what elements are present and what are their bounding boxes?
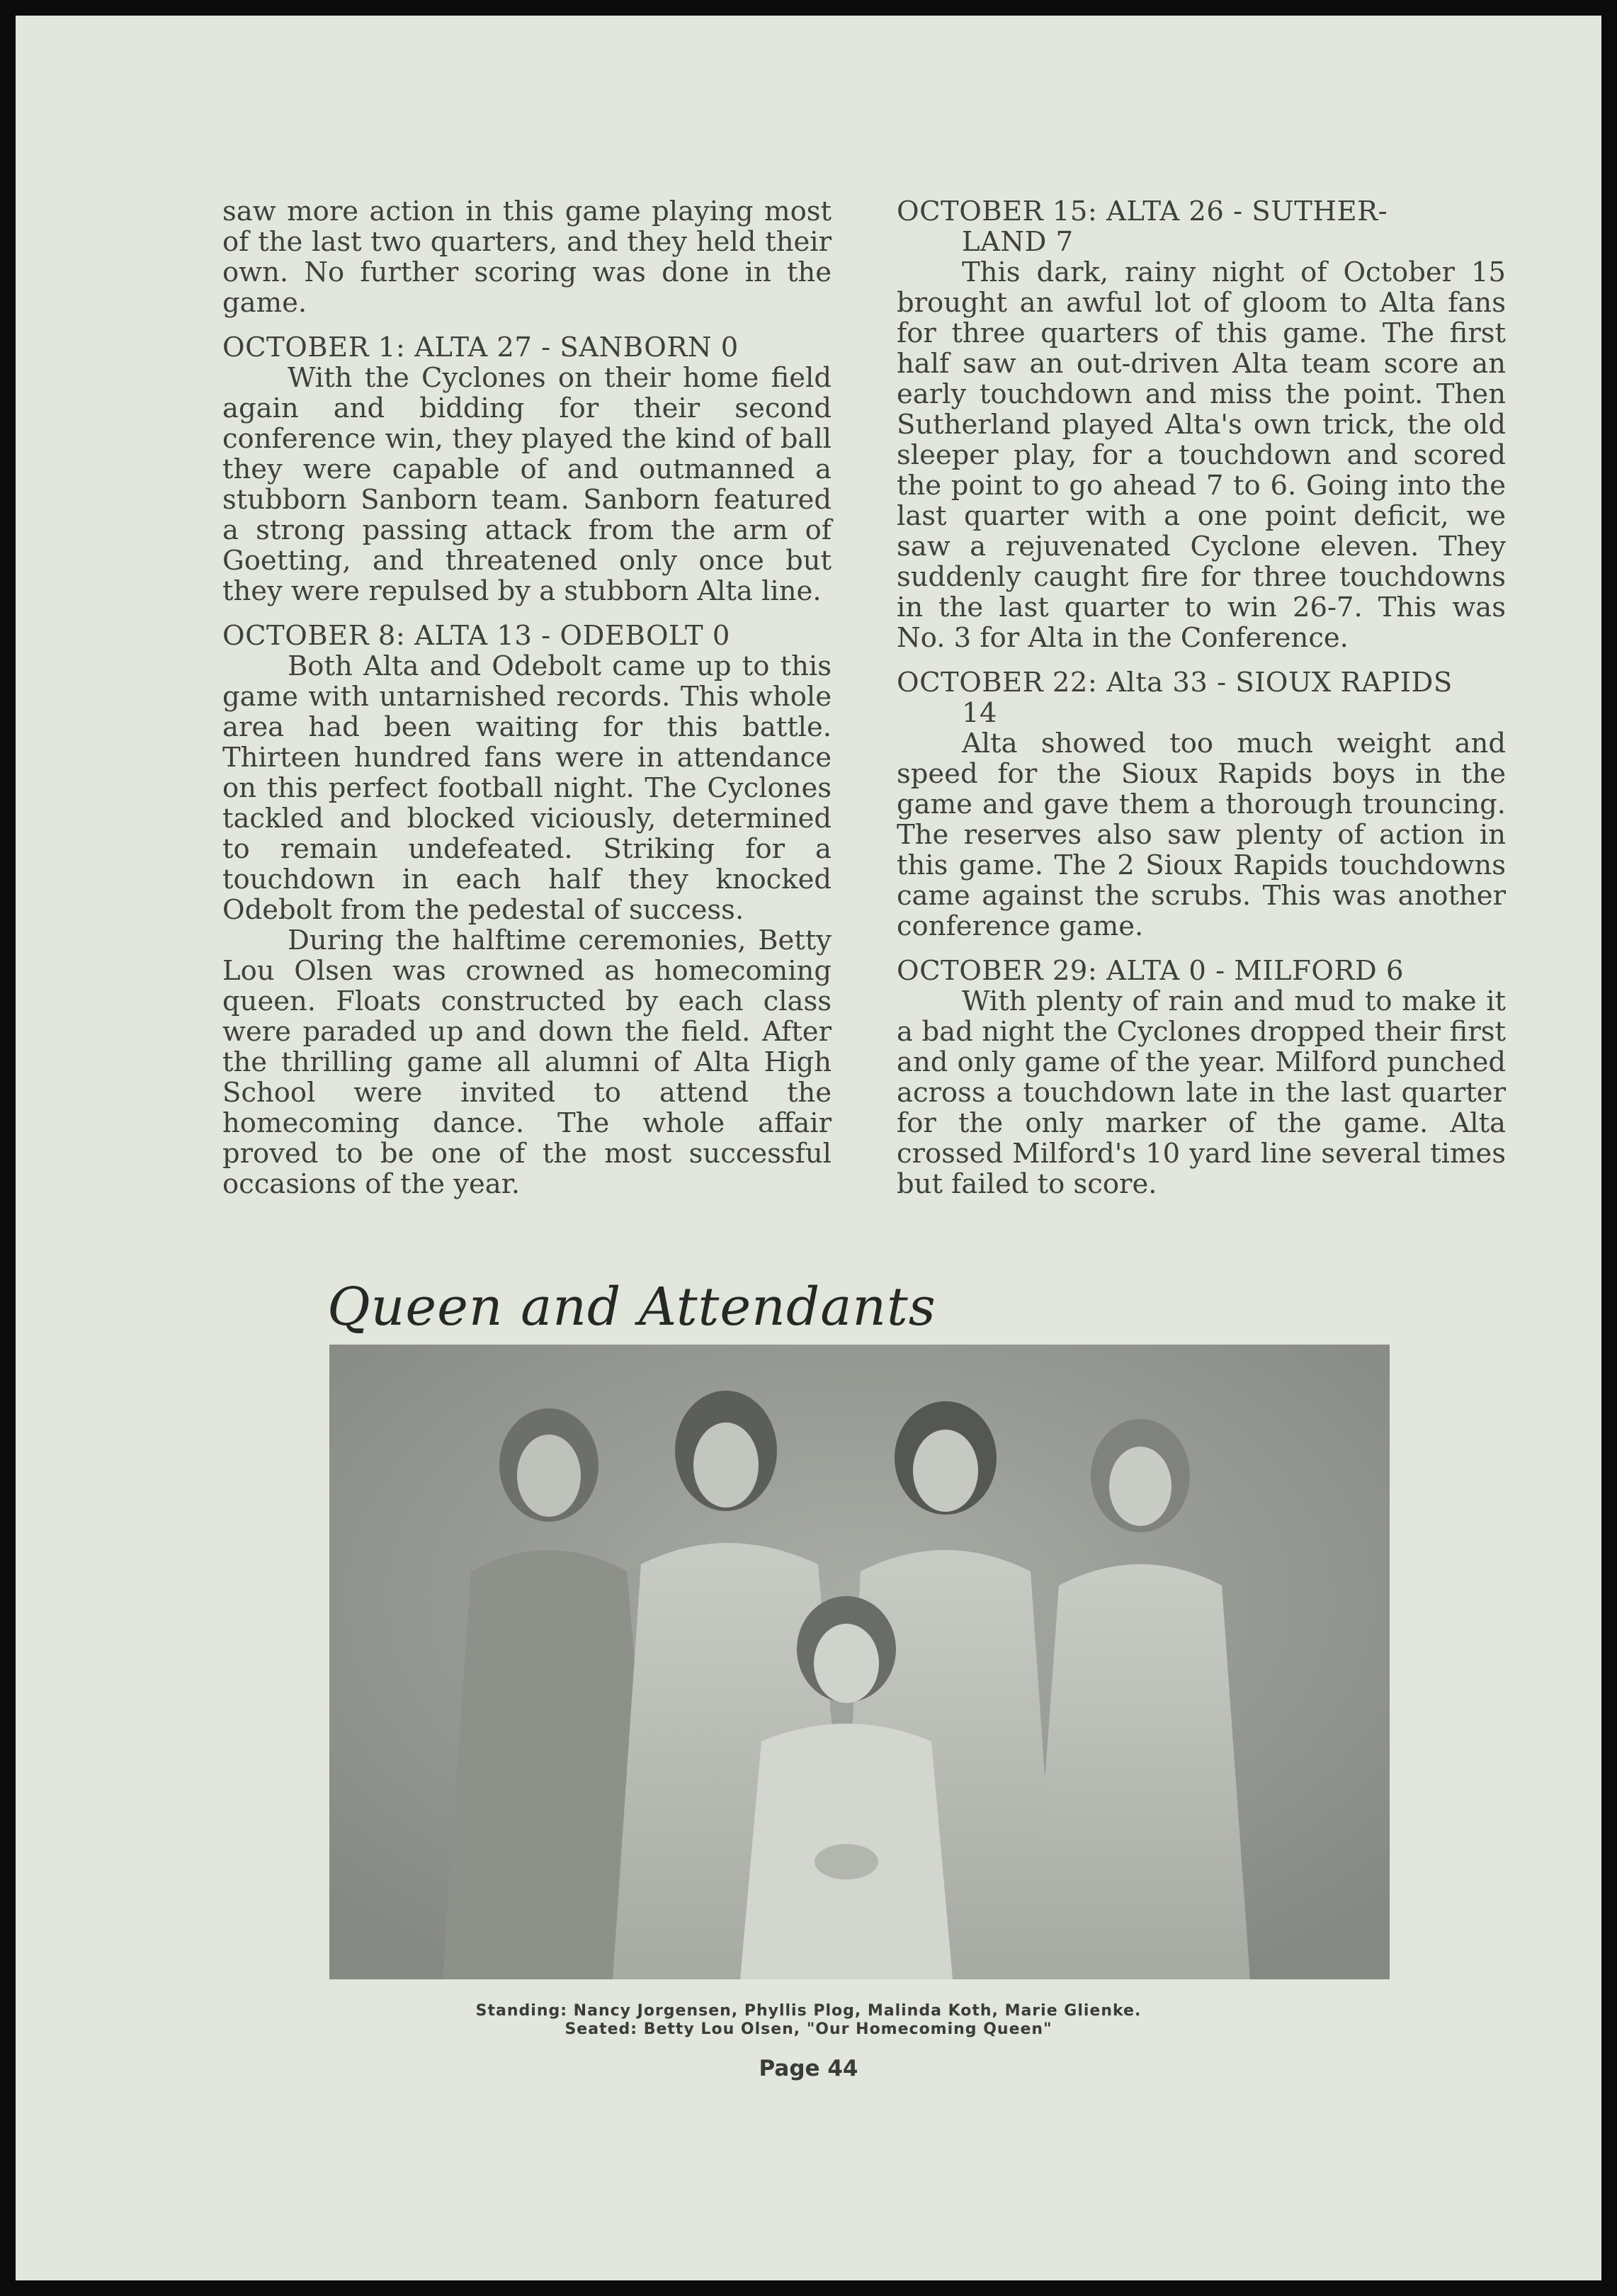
article-text: With the Cyclones on their home field again and bidding for their second conference win, they played the kind of ball they were capable of and outmanned a stubborn Sanborn team. Sanborn featured a strong passing attack from the arm of Goetting, and threatened only once but they were repulsed by a stubborn Alta line.	[222, 362, 832, 607]
photo-caption-seated: Seated: Betty Lou Olsen, "Our Homecoming Queen"	[564, 2020, 1053, 2038]
game-heading: OCTOBER 8: ALTA 13 - ODEBOLT 0	[222, 620, 730, 652]
article-text: Both Alta and Odebolt came up to this game with untarnished records. This whole area had been waiting for this battle. Thirteen hundred fans were in attendance on this perfect football night. The Cyclones tackled and blocked viciously, determined to remain undefeated. Striking for a touchdown in each half they knocked Odebolt from the pedestal of success.	[222, 650, 832, 926]
article-text: During the halftime ceremonies, Betty Lou Olsen was crowned as homecoming queen. Floats constructed by each class were paraded up and down the field. After the thrilling game all alumni of Alta High School were invited to attend the homecoming dance. The whole affair proved to be one of the most successful occasions of the year.	[222, 924, 832, 1200]
page-number: Page 44	[759, 2056, 858, 2081]
yearbook-page	[16, 16, 1601, 2280]
right-column	[897, 196, 1506, 1199]
game-heading: OCTOBER 15: ALTA 26 - SUTHER- LAND 7	[897, 196, 1388, 258]
queen-attendants-photo	[329, 1345, 1390, 1979]
left-column	[222, 196, 832, 1199]
game-heading: OCTOBER 29: ALTA 0 - MILFORD 6	[897, 955, 1404, 987]
game-heading: OCTOBER 1: ALTA 27 - SANBORN 0	[222, 332, 739, 363]
article-text: Alta showed too much weight and speed for the Sioux Rapids boys in the game and gave them a thorough trouncing. The reserves also saw plenty of action in this game. The 2 Sioux Rapids touchdowns came against the scrubs. This was another conference game.	[897, 728, 1506, 942]
article-text: With plenty of rain and mud to make it a bad night the Cyclones dropped their first and only game of the year. Milford punched across a touchdown late in the last quarter for the only marker of the game. Alta crossed Milford's 10 yard line several times but failed to score.	[897, 985, 1506, 1200]
article-text: This dark, rainy night of October 15 brought an awful lot of gloom to Alta fans for three quarters of this game. The first half saw an out-driven Alta team score an early touchdown and miss the point. Then Sutherland played Alta's own trick, the old sleeper play, for a touchdown and scored the point to go ahead 7 to 6. Going into the last quarter with a one point deficit, we saw a rejuvenated Cyclone eleven. They suddenly caught fire for three touchdowns in the last quarter to win 26-7. This was No. 3 for Alta in the Conference.	[897, 256, 1506, 654]
photo-title: Queen and Attendants	[327, 1277, 936, 1338]
photo-illustration	[329, 1345, 1390, 1979]
photo-caption-standing: Standing: Nancy Jorgensen, Phyllis Plog, Malinda Koth, Marie Glienke.	[475, 2002, 1142, 2020]
game-heading: OCTOBER 22: Alta 33 - SIOUX RAPIDS 14	[897, 667, 1453, 729]
article-text: saw more action in this game playing most of the last two quarters, and they held their own. No further scoring was done in the game.	[222, 196, 832, 319]
